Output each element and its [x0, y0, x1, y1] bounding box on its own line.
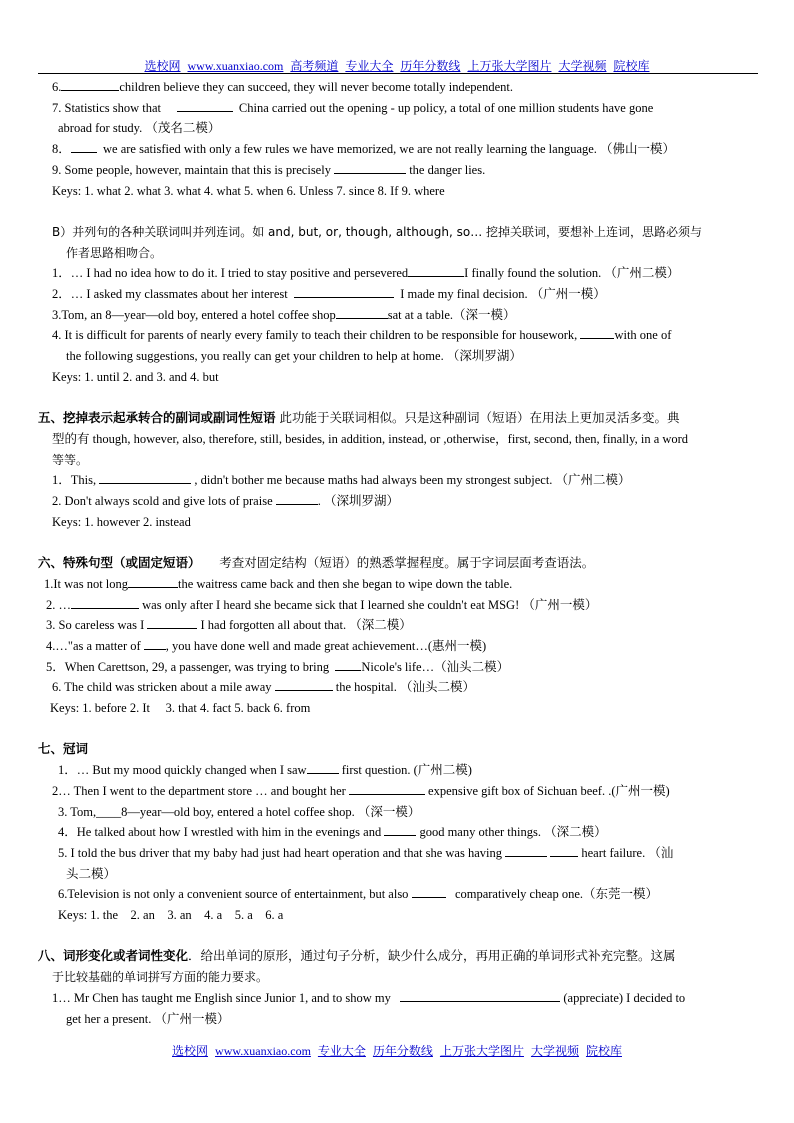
answer-keys: Keys: 1. until 2. and 3. and 4. but — [52, 369, 219, 384]
header-link-schools[interactable]: 院校库 — [613, 59, 650, 73]
header-link-photos[interactable]: 上万张大学图片 — [467, 59, 552, 73]
question-line: 1．… But my mood quickly changed when I saw first question. (广州二模) — [38, 760, 760, 781]
question-line: 1．… I had no idea how to do it. I tried to stay positive and persevered I finally found the solution. （广州二模） — [38, 263, 760, 284]
header-divider — [38, 73, 758, 74]
footer-link-majors[interactable]: 专业大全 — [317, 1044, 366, 1058]
footer-link-xuanxiao[interactable]: 选校网 — [172, 1044, 209, 1058]
section-6-heading: 六、特殊句型（或固定短语） 考查对固定结构（短语）的熟悉掌握程度。属于字词层面考查语法。 — [38, 555, 595, 571]
header-link-videos[interactable]: 大学视频 — [558, 59, 607, 73]
header-link-site[interactable]: www.xuanxiao.com — [187, 59, 284, 73]
question-line: 2. Don't always scold and give lots of praise . （深圳罗湖） — [38, 491, 760, 512]
question-line: 8． we are satisfied with only a few rules we have memorized, we are not really learning the language. （佛山一模） — [38, 139, 760, 160]
question-line: 1．This, , didn't bother me because maths had always been my strongest subject. （广州二模） — [38, 470, 760, 491]
question-line: abroad for study. （茂名二模） — [58, 121, 221, 136]
section-desc: 等等。 — [52, 452, 89, 467]
section-desc: 型的有 though, however, also, therefore, still, besides, in addition, instead, or ,otherwise，first, second, then, finally, in a word — [52, 431, 689, 446]
question-line: get her a present. （广州一模） — [66, 1011, 230, 1026]
question-line: 3. Tom,____8—year—old boy, entered a hotel coffee shop. （深一模） — [58, 804, 421, 819]
question-line: the following suggestions, you really can get your children to help at home. （深圳罗湖） — [66, 349, 522, 364]
question-line: 头二模） — [66, 866, 117, 881]
question-line: 1… Mr Chen has taught me English since Junior 1, and to show my (appreciate) I decided to — [38, 988, 760, 1009]
header-link-gaokao[interactable]: 高考频道 — [290, 59, 339, 73]
question-line: 2… Then I went to the department store … and bought her expensive gift box of Sichuan beef. .(广州一模) — [38, 781, 760, 802]
document-body — [38, 77, 760, 1029]
answer-keys: Keys: 1. the 2. an 3. an 4. a 5. a 6. a — [58, 908, 284, 923]
answer-keys: Keys: 1. what 2. what 3. what 4. what 5. when 6. Unless 7. since 8. If 9. where — [52, 183, 445, 198]
question-line: 1.It was not long the waitress came back and then she began to wipe down the table. — [38, 574, 760, 595]
question-line: 6. The child was stricken about a mile away the hospital. （汕头二模） — [38, 677, 760, 698]
answer-keys: Keys: 1. before 2. It 3. that 4. fact 5. back 6. from — [50, 701, 311, 716]
footer-link-scores[interactable]: 历年分数线 — [372, 1044, 433, 1058]
header-link-majors[interactable]: 专业大全 — [345, 59, 394, 73]
page-footer — [0, 1042, 794, 1059]
question-line: 4. It is difficult for parents of nearly every family to teach their children to be responsible for housework, with one of — [38, 325, 760, 346]
section-desc: 于比较基础的单词拼写方面的能力要求。 — [52, 970, 269, 985]
question-line: 3. So careless was I I had forgotten all about that. （深二模） — [38, 615, 760, 636]
question-line: 6. children believe they can succeed, they will never become totally independent. — [38, 77, 760, 98]
page-header — [0, 57, 794, 74]
question-line: 4.…"as a matter of , you have done well and made great achievement…(惠州一模) — [38, 636, 760, 657]
question-line: 7. Statistics show that China carried out the opening - up policy, a total of one million students have gone — [38, 98, 760, 119]
section-intro: B）并列句的各种关联词叫并列连词。如 and, but, or, though, although, so… 挖掉关联词，要想补上连词，思路必须与 — [52, 224, 703, 239]
footer-link-videos[interactable]: 大学视频 — [530, 1044, 579, 1058]
question-line: 9. Some people, however, maintain that this is precisely the danger lies. — [38, 160, 760, 181]
footer-link-schools[interactable]: 院校库 — [585, 1044, 622, 1058]
header-link-xuanxiao[interactable]: 选校网 — [144, 59, 181, 73]
question-line: 3.Tom, an 8—year—old boy, entered a hotel coffee shop sat at a table.（深一模） — [38, 305, 760, 326]
header-link-scores[interactable]: 历年分数线 — [400, 59, 461, 73]
question-line: 6.Television is not only a convenient source of entertainment, but also comparatively cheap one.（东莞一模） — [38, 884, 760, 905]
section-5-heading: 五、挖掉表示起承转合的副词或副词性短语 此功能于关联词相似。只是这种副词（短语）在用法上更加灵活多变。典 — [38, 410, 680, 426]
question-line: 2. … was only after I heard she became sick that I learned she couldn't eat MSG! （广州一模） — [38, 595, 760, 616]
question-line: 5. I told the bus driver that my baby had just had heart operation and that she was having heart failure. （汕 — [38, 843, 760, 864]
section-8-heading: 八、词形变化或者词性变化．给出单词的原形，通过句子分析，缺少什么成分，再用正确的单词形式补充完整。这属 — [38, 948, 676, 964]
footer-link-photos[interactable]: 上万张大学图片 — [439, 1044, 524, 1058]
section-7-heading: 七、冠词 — [38, 741, 89, 757]
question-line: 4．He talked about how I wrestled with him in the evenings and good many other things. （深二模） — [38, 822, 760, 843]
answer-keys: Keys: 1. however 2. instead — [52, 514, 191, 529]
footer-link-site[interactable]: www.xuanxiao.com — [215, 1044, 311, 1058]
section-intro: 作者思路相吻合。 — [66, 245, 163, 260]
question-line: 2．… I asked my classmates about her interest I made my final decision. （广州一模） — [38, 284, 760, 305]
question-line: 5．When Carettson, 29, a passenger, was trying to bring Nicole's life…（汕头二模） — [38, 657, 760, 678]
